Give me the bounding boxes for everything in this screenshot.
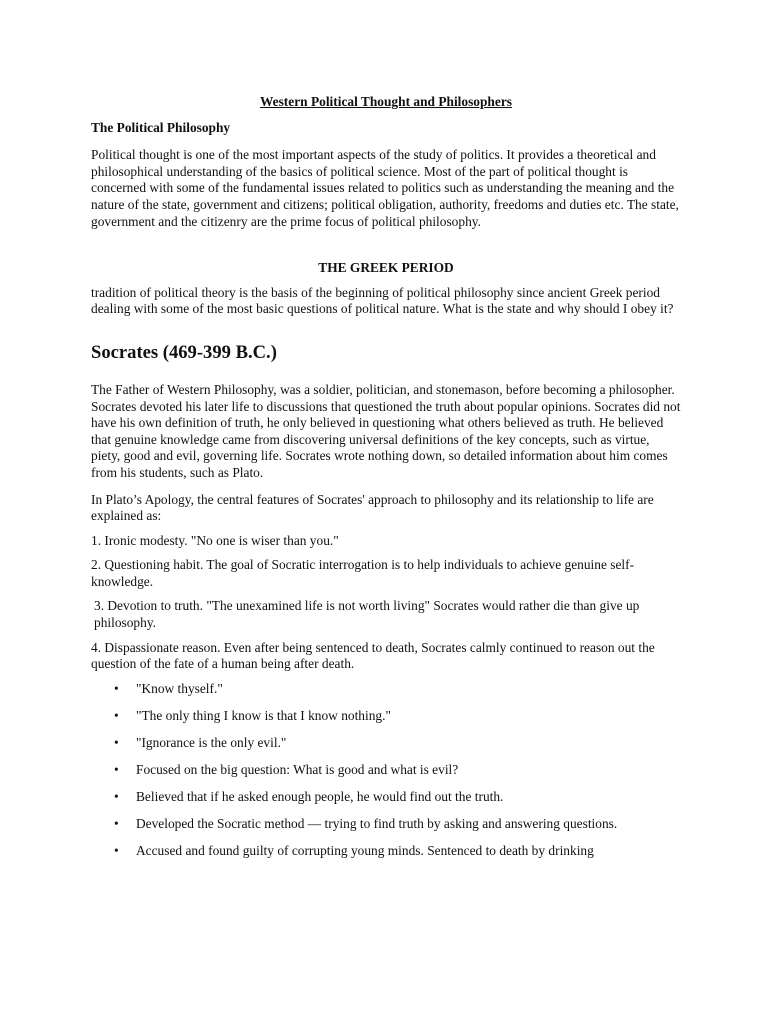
bullet-icon: •: [114, 789, 119, 805]
bullet-icon: •: [114, 843, 119, 859]
bullet-icon: •: [114, 816, 119, 832]
bullet-item: [91, 762, 681, 779]
point-item: 2. Questioning habit. The goal of Socratic interrogation is to help individuals to achieve genuine self-knowledge.: [91, 557, 635, 589]
bullet-text: "The only thing I know is that I know nothing.": [136, 707, 391, 723]
bio-paragraph: The Father of Western Philosophy, was a soldier, politician, and stonemason, before becoming a philosopher. Socrates devoted his later life to discussions that questioned the truth about popular opinions. Socrates did not have his own definition of truth, he only believed in questioning what others believed as truth. He believed that genuine knowledge came from discovering universal definitions of the key concepts, such as virtue, piety, good and evil, governing life. Socrates wrote nothing down, so detailed information about him comes from his students, such as Plato.: [91, 381, 681, 480]
bullet-item: [91, 843, 681, 860]
bullet-text: "Ignorance is the only evil.": [136, 735, 287, 751]
point-item: 4. Dispassionate reason. Even after being sentenced to death, Socrates calmly continued to reason out the question of the fate of a human being after death.: [91, 639, 655, 672]
numbered-points: [91, 533, 681, 673]
bullet-icon: •: [114, 735, 119, 751]
bullet-list: [91, 681, 681, 860]
bullet-text: "Know thyself.": [136, 680, 223, 696]
bullet-icon: •: [114, 680, 119, 696]
bullet-text: Believed that if he asked enough people, he would find out the truth.: [136, 789, 504, 805]
bullet-text: Developed the Socratic method — trying to find truth by asking and answering questions.: [136, 816, 618, 832]
bullet-icon: •: [114, 707, 119, 723]
point-item: 3. Devotion to truth. "The unexamined life is not worth living" Socrates would rather die than give up philosophy.: [94, 598, 640, 631]
bullet-item: [91, 789, 681, 806]
point-item: 1. Ironic modesty. "No one is wiser than you.": [91, 532, 339, 548]
period-heading: THE GREEK PERIOD: [318, 260, 454, 276]
intro-paragraph: Political thought is one of the most important aspects of the study of politics. It provides a theoretical and philosophical understanding of the basics of political science. Most of the part of political thought is concerned with some of the fundamental issues related to politics such as understanding the meaning and the nature of the state, government and citizens; political obligation, authority, freedoms and duties etc. The state, government and the citizenry are the prime focus of political philosophy.: [91, 147, 679, 229]
bullet-item: [91, 816, 681, 833]
section-heading: The Political Philosophy: [91, 119, 231, 135]
bullet-item: [91, 708, 681, 725]
document-content: [91, 94, 681, 871]
document-title: Western Political Thought and Philosophers: [260, 94, 512, 109]
bullet-text: Focused on the big question: What is good and what is evil?: [136, 762, 459, 778]
bullet-item: [91, 681, 681, 698]
person-heading: Socrates (469-399 B.C.): [91, 341, 277, 363]
bullet-item: [91, 735, 681, 752]
bullet-text: Accused and found guilty of corrupting young minds. Sentenced to death by drinking: [136, 843, 594, 859]
bullet-icon: •: [114, 762, 119, 778]
period-paragraph: tradition of political theory is the basis of the beginning of political philosophy since ancient Greek period dealing with some of the most basic questions of political nature. What is the state and why should I obey it?: [91, 284, 674, 317]
apology-paragraph: In Plato’s Apology, the central features of Socrates' approach to philosophy and its relationship to life are explained as:: [91, 491, 654, 524]
